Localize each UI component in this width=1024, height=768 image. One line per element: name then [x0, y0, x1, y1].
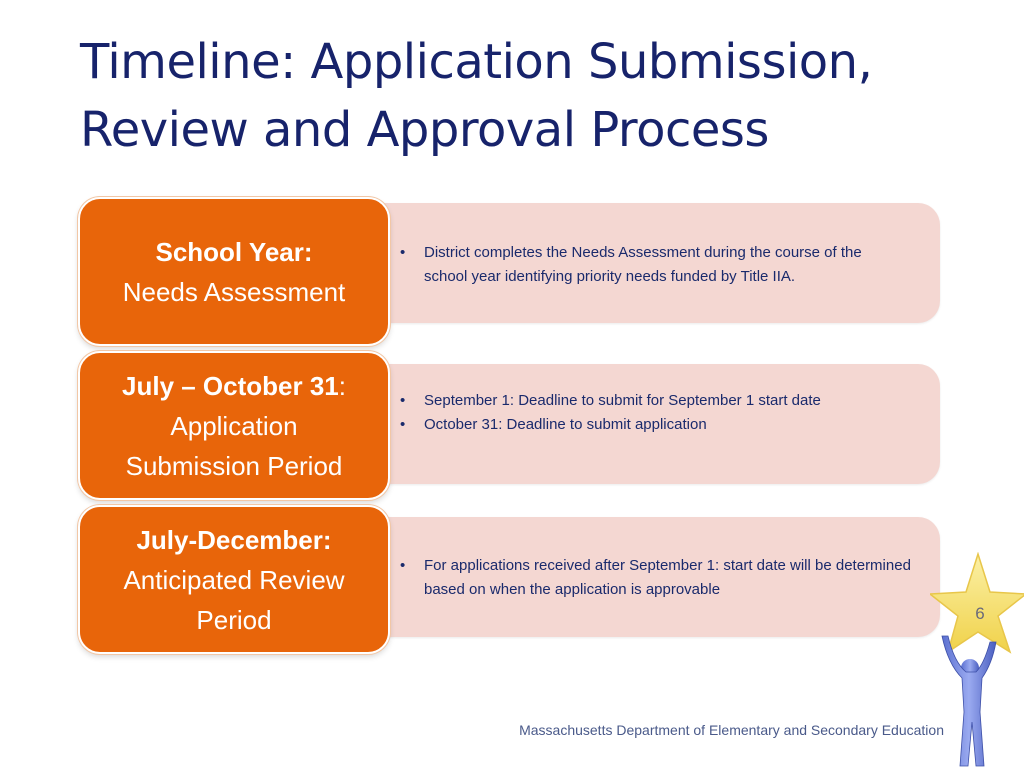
bullet-item: • October 31: Deadline to submit application [398, 413, 926, 437]
bullet-list [398, 241, 926, 289]
detail-box-submission [360, 364, 940, 484]
page-number: 6 [975, 604, 985, 623]
phase-description: Needs Assessment [122, 276, 346, 307]
phase-label-suffix: : [338, 370, 346, 401]
slide-title-line-1: Timeline: Application Submission, [80, 34, 873, 90]
phase-label: July-December: [136, 524, 332, 555]
detail-box-school-year [360, 203, 940, 323]
phase-box-school-year [78, 197, 390, 346]
star-person-icon [930, 552, 1024, 768]
footer-text: Massachusetts Department of Elementary and Secondary Education [519, 722, 944, 738]
slide-title [80, 28, 980, 164]
bullet-item: • District completes the Needs Assessment during the course of the school year identifying priority needs funded by Title IIA. [398, 241, 904, 289]
phase-label: July – October 31 [122, 370, 339, 401]
phase-label: School Year: [155, 236, 313, 267]
phase-box-review [78, 505, 390, 654]
phase-description: Period [196, 604, 272, 635]
bullet-item: • September 1: Deadline to submit for September 1 start date [398, 389, 926, 413]
phase-description: Submission Period [125, 450, 343, 481]
phase-description: Anticipated Review [123, 564, 345, 595]
phase-box-submission [78, 351, 390, 500]
phase-description: Application [170, 410, 298, 441]
detail-box-review [360, 517, 940, 637]
slide-title-line-2: Review and Approval Process [80, 102, 769, 158]
bullet-list [398, 389, 926, 437]
bullet-list [398, 554, 926, 602]
bullet-item: • For applications received after September 1: start date will be determined based on when the application is approvable [398, 554, 924, 602]
